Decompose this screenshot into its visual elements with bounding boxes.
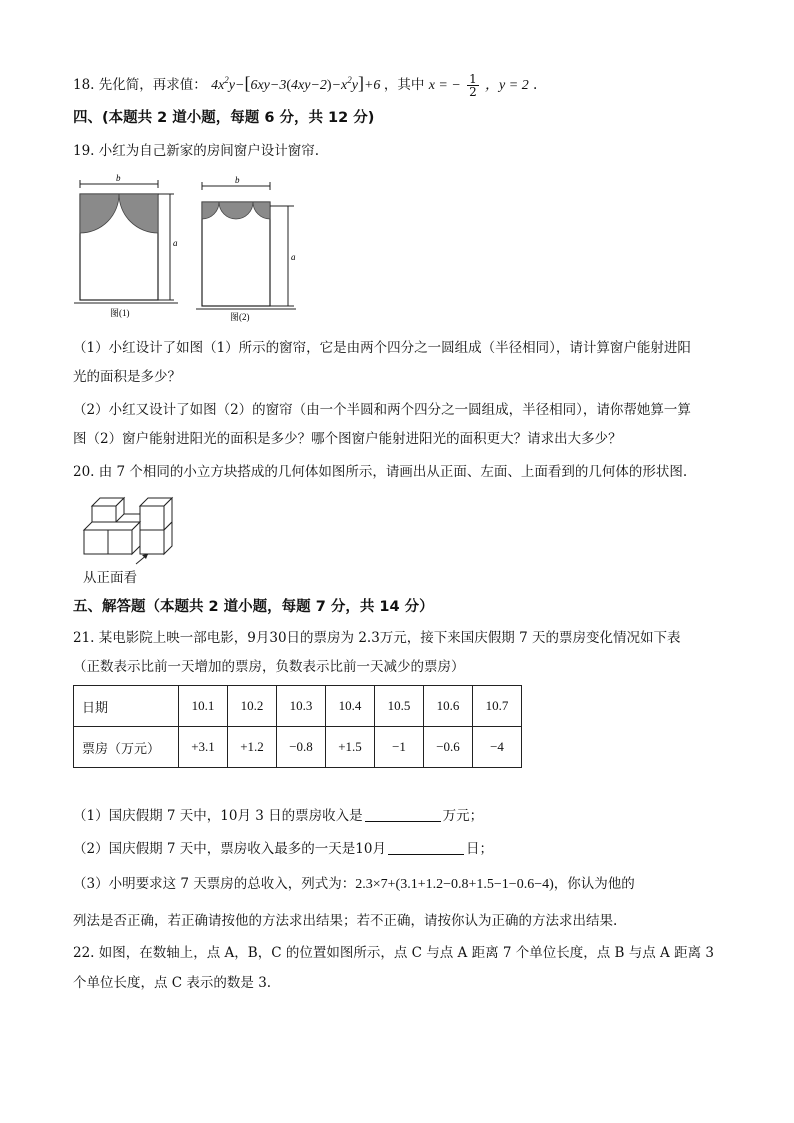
table-cell-date: 10.3: [277, 686, 326, 727]
q19-part2: （2）小红又设计了如图（2）的窗帘（由一个半圆和两个四分之一圆组成，半径相同），请你帮她算一算: [73, 402, 691, 418]
table-cell-date: 10.4: [326, 686, 375, 727]
q18-x-value: x = −: [428, 78, 461, 93]
section-5-title: 五、解答题（本题共 2 道小题，每题 7 分，共 14 分）: [73, 599, 434, 615]
q21-sub2: （2）国庆假期 7 天中，票房收入最多的一天是10月 日；: [73, 841, 493, 857]
fig2-dim-b: b: [235, 175, 240, 185]
table-row-label: 票房（万元）: [74, 727, 179, 768]
fig1-dim-a: a: [173, 238, 178, 248]
table-cell-date: 10.1: [179, 686, 228, 727]
q20-text: 20. 由 7 个相同的小立方块搭成的几何体如图所示，请画出从正面、左面、上面看到的几何体的形状图.: [73, 464, 688, 480]
q19-part1: （1）小红设计了如图（1）所示的窗帘，它是由两个四分之一圆组成（半径相同），请计算窗户能射进阳: [73, 340, 691, 356]
table-cell-value: −0.8: [277, 727, 326, 768]
box-office-table: [73, 685, 522, 768]
fig1-dim-b: b: [116, 173, 121, 183]
q18-fraction: $\frac{1}{2}$: [469, 72, 477, 99]
q22-line1: 22. 如图，在数轴上，点 A，B，C 的位置如图所示，点 C 与点 A 距离 7 个单位长度，点 B 与点 A 距离 3: [73, 945, 714, 961]
fig2-caption: 图(2): [230, 312, 250, 322]
curtain-figure-1: [74, 173, 178, 318]
q21-formula: 2.3×7+(3.1+1.2−0.8+1.5−1−0.6−4): [355, 877, 554, 892]
table-cell-value: +1.2: [228, 727, 277, 768]
table-cell-value: −0.6: [424, 727, 473, 768]
table-cell-value: −1: [375, 727, 424, 768]
table-cell-value: −4: [473, 727, 522, 768]
table-cell-date: 10.6: [424, 686, 473, 727]
answer-blank-1[interactable]: [365, 807, 441, 822]
q18-prefix: 先化简，再求值：: [98, 77, 207, 93]
table-cell-date: 10.2: [228, 686, 277, 727]
q18-expression: $4x^2y-[6xy-3(4xy-2)-x^2y]+6$: [211, 73, 381, 93]
table-row-values: [74, 727, 522, 768]
q18-y-value: ，y = 2: [485, 78, 529, 93]
q21-sub1: （1）国庆假期 7 天中，10月 3 日的票房收入是 万元；: [73, 808, 484, 824]
section-4-title: 四、(本题共 2 道小题，每题 6 分，共 12 分): [73, 110, 375, 126]
fig2-dim-a: a: [291, 252, 296, 262]
q18-end: .: [533, 77, 538, 93]
q20-caption: 从正面看: [83, 570, 137, 586]
table-row-dates: [74, 686, 522, 727]
q18-number: 18.: [73, 77, 95, 93]
q18-where: ，其中: [383, 77, 425, 93]
curtain-figures: [70, 172, 310, 322]
table-cell-date: 10.7: [473, 686, 522, 727]
q21-sub3: （3）小明要求这 7 天票房的总收入，列式为：2.3×7+(3.1+1.2−0.8+1.5−1−0.6−4)，你认为他的: [73, 876, 635, 892]
question-18: [73, 70, 537, 98]
q21-sub3-cont: 列法是否正确，若正确请按他的方法求出结果；若不正确，请按你认为正确的方法求出结果.: [73, 913, 618, 929]
table-cell-date: 10.5: [375, 686, 424, 727]
q19-part2-cont: 图（2）窗户能射进阳光的面积是多少？哪个图窗户能射进阳光的面积更大？请求出大多少？: [73, 431, 622, 447]
answer-blank-2[interactable]: [388, 840, 464, 855]
q19-part1-cont: 光的面积是多少？: [73, 369, 181, 385]
q19-intro: 19. 小红为自己新家的房间窗户设计窗帘.: [73, 143, 320, 159]
fig1-caption: 图(1): [110, 308, 130, 318]
q21-line1: 21. 某电影院上映一部电影，9月30日的票房为 2.3万元，接下来国庆假期 7 天的票房变化情况如下表: [73, 630, 681, 646]
q21-line2: （正数表示比前一天增加的票房，负数表示比前一天减少的票房）: [73, 659, 465, 675]
q22-line2: 个单位长度，点 C 表示的数是 3.: [73, 975, 272, 991]
table-header-label: 日期: [74, 686, 179, 727]
table-cell-value: +1.5: [326, 727, 375, 768]
table-cell-value: +3.1: [179, 727, 228, 768]
curtain-figure-2: [196, 175, 296, 322]
